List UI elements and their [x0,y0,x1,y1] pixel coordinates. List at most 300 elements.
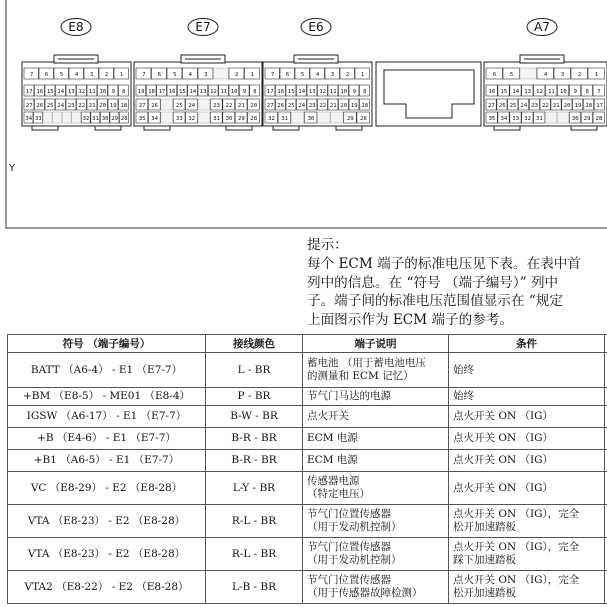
pin-number: 9 [573,89,577,95]
pin-cell [522,112,533,123]
pin-cell [24,68,38,79]
pin-blank [291,112,304,123]
pin-number: 10 [559,89,567,95]
tip-line: 每个 ECM 端子的标准电压见下表。在表中首 [307,255,581,272]
table-row [8,353,607,388]
pin-number: 27 [488,103,495,109]
pin-number: 3 [330,72,335,78]
pin-cell [198,85,208,96]
pin-number: 6 [492,72,497,78]
pin-cell [186,112,198,123]
pin-number: 7 [142,72,146,78]
pin-number: 18 [361,103,369,109]
pin-number: 16 [277,89,285,95]
pin-cell [534,85,545,96]
pin-number: 5 [300,72,305,78]
pin-cell [66,85,76,96]
pin-number: 19 [574,103,582,109]
pin-number: 1 [119,72,124,78]
pin-cell [177,85,187,96]
pin-number: 13 [524,89,532,95]
pin-cell [340,68,354,79]
pin-number: 20 [250,103,258,109]
pin-cell [173,112,185,123]
pin-number: 14 [512,89,520,95]
pin-cell [87,99,97,110]
cell-wire-color: B-R - BR [206,428,303,450]
pin-cell [43,112,52,123]
cell-terminal-desc: 节气门位置传感器 （用于发动机控制） [303,505,449,538]
tip-line: 列中的信息。在 “符号 （端子编号）” 列中 [307,274,559,291]
pin-number: 11 [548,89,555,95]
pin-cell [581,112,592,123]
pin-number: 26 [151,103,158,109]
pin-number: 24 [188,103,196,109]
pin-number: 30 [225,116,233,122]
pin-cell [307,99,317,110]
pin-blank [520,68,536,79]
pin-cell [24,112,33,123]
pin-cell [100,112,109,123]
pin-number: 14 [57,89,65,95]
connector-tab [144,126,170,130]
cell-symbol: VC （E8-29） - E2 （E8-28） [8,472,206,505]
pin-cell [486,85,497,96]
header-terminal-desc: 端子说明 [303,335,449,353]
connector-e6 [263,19,372,131]
pin-number: 35 [488,116,496,122]
pin-cell [551,99,561,110]
pin-cell [186,99,198,110]
pin-cell [239,85,249,96]
pin-cell [108,85,118,96]
pin-cell [235,112,247,123]
pin-number: 25 [176,103,183,109]
pin-cell [297,85,307,96]
pin-cell [98,85,108,96]
pin-cell [588,68,604,79]
pin-cell [56,85,66,96]
pin-blank [72,112,81,123]
pin-number: 31 [536,116,543,122]
pin-number: 27 [138,103,146,109]
pin-cell [167,85,177,96]
pin-cell [522,85,533,96]
pin-number: 17 [596,103,603,109]
pin-cell [148,112,160,123]
pin-number: 13 [308,89,316,95]
pin-cell [248,112,260,123]
cell-condition: 点火开关 ON （IG），完全 踩下加速踏板 [449,538,605,571]
pin-cell [214,68,229,79]
pin-cell [583,99,593,110]
pin-number: 28 [360,116,367,122]
pin-cell [562,99,572,110]
pin-number: 19 [350,103,358,109]
cell-condition: 点火开关 ON （IG） [449,450,605,472]
pin-cell [45,99,55,110]
pin-number: 30 [571,116,579,122]
pin-cell [53,112,62,123]
pin-number: 26 [36,103,44,109]
cell-wire-color: R-L - BR [206,505,303,538]
pin-cell [593,112,604,123]
pin-cell [318,99,328,110]
pin-cell [188,85,198,96]
pin-number: 27 [25,103,33,109]
pin-cell [114,68,128,79]
cell-symbol: VTA （E8-23） - E2 （E8-28） [8,538,206,571]
table-row [8,428,607,450]
pin-number: 14 [189,89,197,95]
pin-number: 20 [563,103,571,109]
pin-number: 30 [307,116,315,122]
pin-number: 10 [99,89,107,95]
pin-number: 33 [512,116,520,122]
pin-cell [265,85,275,96]
pin-number: 28 [595,116,603,122]
pin-cell [349,99,359,110]
pin-cell [56,99,66,110]
pin-number: 21 [238,103,245,109]
table-row [8,388,607,406]
pin-number: 9 [242,89,247,95]
pin-cell [581,85,592,96]
pin-blank [198,99,210,110]
pin-number: 18 [585,103,593,109]
pin-cell [529,99,539,110]
pin-cell [235,99,247,110]
pin-blank [161,99,173,110]
table-row [8,406,607,428]
pin-cell [540,99,550,110]
cell-terminal-desc: 节气门位置传感器 （用于发动机控制） [303,538,449,571]
pin-blank [318,112,331,123]
pin-cell [569,112,580,123]
pin-cell [87,85,97,96]
pin-number: 17 [25,89,33,95]
pin-cell [286,85,296,96]
pin-number: 21 [88,103,96,109]
pin-number: 18 [120,103,128,109]
pin-cell [248,99,260,110]
pin-number: 21 [329,103,337,109]
pin-cell [503,68,519,79]
pin-number: 2 [104,72,109,78]
pin-cell [35,85,45,96]
pin-cell [331,112,344,123]
pin-cell [360,99,370,110]
pin-number: 10 [340,89,348,95]
pin-cell [510,85,521,96]
pin-cell [339,85,349,96]
pin-cell [265,112,278,123]
pin-number: 26 [498,103,506,109]
cell-terminal-desc: 节气门马达的电源 [303,388,449,406]
pin-cell [223,112,235,123]
pin-number: 1 [250,72,254,78]
pin-number: 33 [34,116,42,122]
pin-cell [136,112,148,123]
pin-cell [72,112,81,123]
connector-tab [571,126,597,130]
pin-number: 28 [250,116,258,122]
pin-cell [276,85,286,96]
pin-cell [136,68,151,79]
pin-cell [593,85,604,96]
pin-cell [304,112,317,123]
connector-tab [273,126,299,130]
pin-number: 32 [268,116,275,122]
pin-number: 33 [176,116,183,122]
cell-symbol: +B （E4-6） - E1 （E7-7） [8,428,206,450]
pin-cell [119,99,129,110]
pin-number: 11 [329,89,337,95]
pin-number: 34 [500,116,508,122]
pin-number: 8 [585,89,589,95]
pin-cell [325,68,339,79]
pin-number: 31 [92,116,99,122]
pin-number: 34 [151,116,158,122]
pin-number: 5 [59,72,64,78]
pin-cell [108,99,118,110]
pin-cell [554,68,570,79]
cell-terminal-desc: ECM 电源 [303,450,449,472]
pin-cell [69,68,83,79]
pin-cell [518,99,528,110]
pin-number: 23 [531,103,539,109]
connector-e8 [22,19,131,131]
cell-wire-color: R-L - BR [206,538,303,571]
cell-symbol: VTA （E8-23） - E2 （E8-28） [8,505,206,538]
pin-number: 26 [277,103,285,109]
pin-number: 35 [138,116,146,122]
pin-number: 17 [158,89,166,95]
pin-number: 34 [25,116,33,122]
pin-number: 19 [137,89,145,95]
connector-label: E7 [195,20,211,34]
pin-number: 4 [188,72,192,78]
pin-number: 12 [319,89,327,95]
pin-cell [198,68,213,79]
pin-number: 27 [266,103,274,109]
pin-number: 3 [89,72,94,78]
cell-symbol: VTA2 （E8-22） - E2 （E8-28） [8,571,206,604]
pin-number: 2 [577,72,582,78]
pin-number: 6 [285,72,290,78]
pin-cell [245,68,260,79]
pin-number: 11 [88,89,96,95]
pin-number: 29 [238,116,245,122]
pin-blank [546,112,557,123]
pin-cell [486,99,496,110]
connector-a7 [484,19,607,131]
pin-number: 23 [67,103,75,109]
pin-cell [54,68,68,79]
header-wire-color: 接线颜色 [206,335,303,353]
pin-number: 12 [78,89,86,95]
pin-cell [286,99,296,110]
pin-number: 12 [210,89,217,95]
pin-number: 16 [36,89,44,95]
pin-number: 4 [315,72,320,78]
pin-number: 24 [57,103,65,109]
pin-number: 32 [188,116,196,122]
pin-number: 2 [345,72,350,78]
pin-cell [310,68,324,79]
pin-blank [43,112,52,123]
cell-terminal-desc: 点火开关 [303,406,449,428]
pin-cell [24,85,34,96]
pin-cell [594,99,604,110]
pin-number: 3 [204,72,208,78]
pin-cell [360,85,370,96]
pin-cell [81,112,90,123]
cell-terminal-desc: ECM 电源 [303,428,449,450]
tip-text [307,236,607,330]
table-row [8,505,607,538]
pin-number: 24 [520,103,528,109]
pin-number: 12 [536,89,543,95]
pin-number: 8 [363,89,367,95]
pin-number: 7 [597,89,601,95]
pin-cell [99,68,113,79]
pin-cell [24,99,34,110]
pin-number: 5 [173,72,177,78]
pin-number: 9 [352,89,356,95]
pin-cell [265,99,275,110]
pin-cell [537,68,553,79]
tip-line: 子。端子间的标准电压范围值显示在 “规定 [307,293,563,310]
pin-cell [84,68,98,79]
pin-number: 5 [509,72,514,78]
connector-tab [32,126,58,130]
pin-cell [136,85,146,96]
cell-condition: 点火开关 ON （IG） [449,428,605,450]
pin-cell [265,68,279,79]
pin-number: 24 [298,103,306,109]
pin-number: 1 [360,72,365,78]
pin-cell [98,99,108,110]
side-letter: Y [9,163,16,174]
table-row [8,472,607,505]
pin-cell [573,99,583,110]
pin-cell [119,85,129,96]
pin-cell [210,112,222,123]
pin-cell [278,112,291,123]
pin-cell [39,68,53,79]
pin-number: 25 [46,103,54,109]
pin-cell [318,112,331,123]
pin-number: 22 [542,103,549,109]
pin-blank [557,112,568,123]
pin-number: 20 [340,103,348,109]
pin-number: 15 [287,89,295,95]
pin-cell [77,99,87,110]
pin-cell [498,85,509,96]
pin-number: 23 [308,103,316,109]
pin-number: 29 [583,116,591,122]
pin-number: 19 [109,103,117,109]
pin-cell [119,112,128,123]
table-row [8,450,607,472]
pin-cell [534,112,545,123]
pin-cell [161,99,173,110]
pin-number: 20 [99,103,107,109]
cell-symbol: IGSW （A6-17） - E1 （E7-7） [8,406,206,428]
pin-cell [339,99,349,110]
cell-terminal-desc: 节气门位置传感器 （用于传感器故障检测） [303,571,449,604]
pin-number: 7 [29,72,34,78]
pin-cell [546,85,557,96]
pin-cell [157,85,167,96]
cell-wire-color: L-B - BR [206,571,303,604]
pin-cell [276,99,286,110]
pin-cell [497,99,507,110]
pin-number: 16 [488,89,496,95]
pin-number: 18 [148,89,155,95]
pin-cell [250,85,260,96]
pin-number: 4 [74,72,79,78]
tip-line: 上面图示作为 ECM 端子的参考。 [307,312,514,329]
pin-cell [349,85,359,96]
pin-cell [208,85,218,96]
pin-cell [35,99,45,110]
pin-cell [344,112,357,123]
pin-number: 22 [319,103,327,109]
pin-cell [210,99,222,110]
pin-blank [53,112,62,123]
pin-cell [62,112,71,123]
pin-blank [161,112,173,123]
cell-symbol: +BM （E8-5） - ME01 （E8-4） [8,388,206,406]
cell-wire-color: L-Y - BR [206,472,303,505]
header-symbol: 符号 （端子编号） [8,335,206,353]
header-condition: 条件 [449,335,605,353]
cell-condition: 点火开关 ON （IG） [449,406,605,428]
pin-cell [45,85,55,96]
pin-number: 11 [220,89,228,95]
cell-condition: 点火开关 ON （IG） [449,472,605,505]
pin-cell [198,99,210,110]
pin-cell [557,85,568,96]
pin-cell [91,112,100,123]
pin-number: 32 [82,116,90,122]
pin-number: 22 [225,103,233,109]
cell-condition: 始终 [449,388,605,406]
pin-number: 7 [270,72,275,78]
pin-number: 25 [509,103,517,109]
pin-number: 2 [235,72,239,78]
pin-cell [167,68,182,79]
pin-number: 14 [298,89,306,95]
pin-cell [328,85,338,96]
pin-cell [508,99,518,110]
pin-cell [557,112,568,123]
pin-cell [183,68,198,79]
pin-number: 17 [266,89,274,95]
pin-cell [328,99,338,110]
pin-number: 13 [199,89,207,95]
pin-cell [357,112,370,123]
pin-cell [520,68,536,79]
ecm-connector-diagram [0,0,607,232]
pin-number: 23 [213,103,220,109]
pin-number: 1 [594,72,599,78]
cell-wire-color: B-R - BR [206,450,303,472]
cell-condition: 点火开关 ON （IG），完全 松开加速踏板 [449,505,605,538]
pin-cell [77,85,87,96]
